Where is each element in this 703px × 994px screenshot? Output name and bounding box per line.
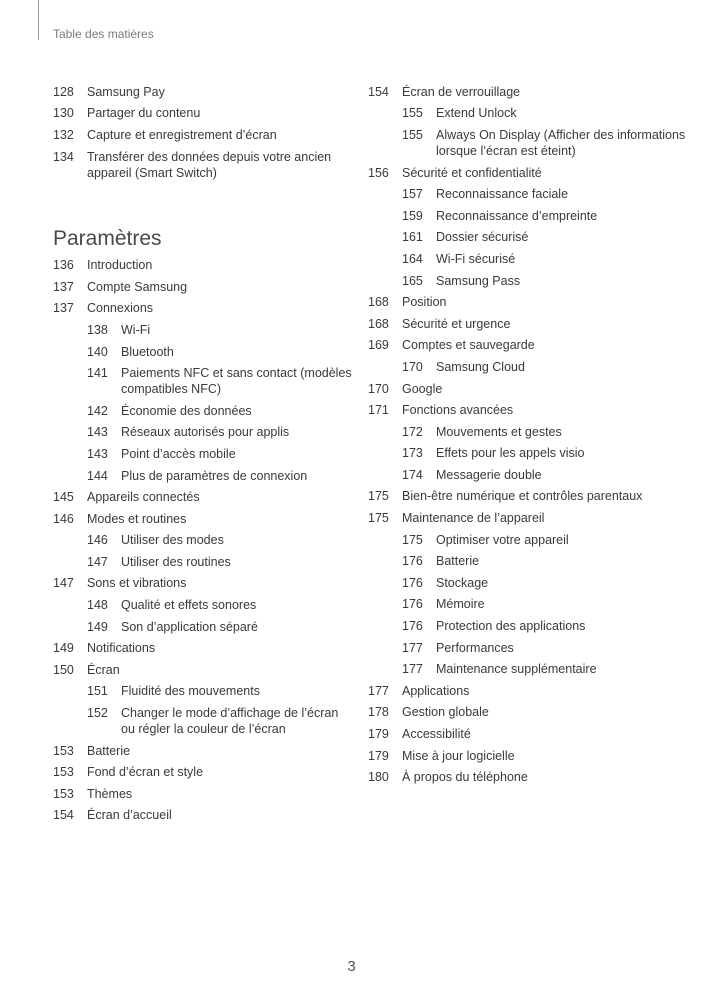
toc-entry-page: 175 xyxy=(368,489,389,504)
toc-right-column xyxy=(368,81,693,788)
toc-entry[interactable] xyxy=(53,146,353,184)
toc-entry[interactable] xyxy=(53,341,353,363)
toc-entry-title: Performances xyxy=(436,640,514,655)
toc-entry-page: 177 xyxy=(368,683,389,698)
toc-entry[interactable] xyxy=(368,205,693,227)
toc-entry[interactable] xyxy=(368,227,693,249)
toc-entry-title: Mémoire xyxy=(436,597,485,612)
toc-entry-title: Wi-Fi xyxy=(121,322,151,337)
toc-entry-page: 154 xyxy=(368,84,389,99)
toc-entry-page: 180 xyxy=(368,770,389,785)
toc-entry[interactable] xyxy=(53,422,353,444)
toc-entry[interactable] xyxy=(368,270,693,292)
toc-entry[interactable] xyxy=(53,298,353,320)
toc-entry-page: 168 xyxy=(368,295,389,310)
toc-entry-title: Maintenance supplémentaire xyxy=(436,662,597,677)
toc-entry-title: Batterie xyxy=(436,554,480,569)
toc-entry[interactable] xyxy=(368,183,693,205)
toc-entry[interactable] xyxy=(53,486,353,508)
toc-entry[interactable] xyxy=(53,573,353,595)
toc-entry[interactable] xyxy=(53,530,353,552)
toc-entry-page: 151 xyxy=(87,684,108,699)
toc-right-entries xyxy=(368,81,693,788)
toc-entry[interactable] xyxy=(368,529,693,551)
toc-entry-page: 157 xyxy=(402,187,423,202)
toc-entry[interactable] xyxy=(368,615,693,637)
toc-entry-page: 145 xyxy=(53,490,74,505)
toc-entry-title: Écran de verrouillage xyxy=(402,84,521,99)
toc-entry-title: Google xyxy=(402,381,443,396)
toc-entry-title: Wi-Fi sécurisé xyxy=(436,251,516,266)
toc-entry[interactable] xyxy=(53,400,353,422)
toc-entry-title: Samsung Pay xyxy=(87,84,165,99)
toc-entry-page: 141 xyxy=(87,366,108,381)
toc-entry-page: 144 xyxy=(87,468,108,483)
toc-entry[interactable] xyxy=(368,658,693,680)
toc-entry-page: 179 xyxy=(368,727,389,742)
toc-entry[interactable] xyxy=(368,766,693,788)
toc-entry-title: Sons et vibrations xyxy=(87,576,187,591)
toc-entry[interactable] xyxy=(368,356,693,378)
toc-entry[interactable] xyxy=(368,421,693,443)
toc-entry-page: 154 xyxy=(53,808,74,823)
toc-entry[interactable] xyxy=(53,551,353,573)
toc-entry[interactable] xyxy=(53,254,353,276)
toc-entry-page: 137 xyxy=(53,279,74,294)
toc-entry-page: 143 xyxy=(87,425,108,440)
toc-entry-title: Dossier sécurisé xyxy=(436,230,529,245)
toc-entry[interactable] xyxy=(53,616,353,638)
toc-entry[interactable] xyxy=(53,681,353,703)
toc-entry-page: 168 xyxy=(368,316,389,331)
toc-entry[interactable] xyxy=(53,637,353,659)
toc-entry[interactable] xyxy=(53,276,353,298)
toc-entry-page: 179 xyxy=(368,748,389,763)
toc-entry[interactable] xyxy=(368,723,693,745)
toc-entry[interactable] xyxy=(368,637,693,659)
toc-entry[interactable] xyxy=(53,362,353,400)
toc-entry-page: 171 xyxy=(368,403,389,418)
toc-entry[interactable] xyxy=(368,507,693,529)
toc-entry-page: 161 xyxy=(402,230,423,245)
toc-entry[interactable] xyxy=(53,508,353,530)
toc-entry-page: 177 xyxy=(402,640,423,655)
header-title: Table des matières xyxy=(53,27,154,41)
toc-entry-title: Fonctions avancées xyxy=(402,403,514,418)
toc-entry-title: Extend Unlock xyxy=(436,106,517,121)
toc-entry-title: Messagerie double xyxy=(436,467,542,482)
header-divider xyxy=(38,0,39,40)
toc-entry-title: Sécurité et urgence xyxy=(402,316,511,331)
toc-entry-title: Position xyxy=(402,295,447,310)
toc-entry[interactable] xyxy=(53,761,353,783)
toc-entry-page: 165 xyxy=(402,273,423,288)
toc-entry[interactable] xyxy=(368,291,693,313)
toc-entry-title: Optimiser votre appareil xyxy=(436,532,569,547)
toc-entry-page: 149 xyxy=(87,619,108,634)
toc-entry-page: 164 xyxy=(402,251,423,266)
toc-entry[interactable] xyxy=(53,319,353,341)
toc-entry-title: Sécurité et confidentialité xyxy=(402,165,542,180)
toc-entry-title: Always On Display (Afficher des informations lorsque l’écran est éteint) xyxy=(436,127,686,158)
toc-entry[interactable] xyxy=(53,81,353,103)
toc-entry-title: Paiements NFC et sans contact (modèles compatibles NFC) xyxy=(121,366,352,397)
toc-entry-page: 146 xyxy=(87,533,108,548)
toc-entry-title: Bien-être numérique et contrôles parentaux xyxy=(402,489,643,504)
toc-entry-page: 149 xyxy=(53,641,74,656)
toc-entry[interactable] xyxy=(53,443,353,465)
toc-top-entries xyxy=(53,81,353,183)
toc-entry[interactable] xyxy=(368,124,693,162)
toc-entry-title: Transférer des données depuis votre ancien appareil (Smart Switch) xyxy=(87,149,332,180)
toc-entry-page: 170 xyxy=(368,381,389,396)
toc-entry-title: Effets pour les appels visio xyxy=(436,446,585,461)
toc-entry[interactable] xyxy=(368,443,693,465)
toc-entry-title: Changer le mode d’affichage de l’écran ou régler la couleur de l’écran xyxy=(121,706,339,737)
toc-entry-page: 153 xyxy=(53,765,74,780)
toc-entry-page: 147 xyxy=(87,554,108,569)
toc-entry-title: Utiliser des routines xyxy=(121,554,231,569)
toc-entry-page: 137 xyxy=(53,301,74,316)
toc-entry-title: Notifications xyxy=(87,641,156,656)
toc-entry[interactable] xyxy=(368,550,693,572)
toc-entry[interactable] xyxy=(368,572,693,594)
toc-entry[interactable] xyxy=(53,783,353,805)
toc-entry-page: 128 xyxy=(53,84,74,99)
toc-entry-title: Son d’application séparé xyxy=(121,619,258,634)
toc-entry-title: Plus de paramètres de connexion xyxy=(121,468,308,483)
toc-entry-page: 147 xyxy=(53,576,74,591)
toc-entry[interactable] xyxy=(368,248,693,270)
page-number: 3 xyxy=(347,958,356,975)
toc-entry-title: Reconnaissance d’empreinte xyxy=(436,208,598,223)
toc-entry-page: 153 xyxy=(53,743,74,758)
toc-entry-page: 176 xyxy=(402,597,423,612)
toc-entry-page: 156 xyxy=(368,165,389,180)
toc-entry-page: 178 xyxy=(368,705,389,720)
toc-entry-title: Applications xyxy=(402,683,470,698)
toc-entry-page: 170 xyxy=(402,359,423,374)
toc-entry[interactable] xyxy=(368,486,693,508)
toc-entry[interactable] xyxy=(53,465,353,487)
toc-entry-title: Gestion globale xyxy=(402,705,489,720)
toc-entry[interactable] xyxy=(368,103,693,125)
toc-entry-page: 155 xyxy=(402,106,423,121)
toc-entry-title: Mise à jour logicielle xyxy=(402,748,515,763)
toc-entry-page: 142 xyxy=(87,403,108,418)
toc-entry-title: Batterie xyxy=(87,743,131,758)
toc-entry[interactable] xyxy=(368,680,693,702)
toc-entry-page: 176 xyxy=(402,575,423,590)
toc-entry[interactable] xyxy=(53,659,353,681)
toc-entry-page: 150 xyxy=(53,662,74,677)
toc-entry[interactable] xyxy=(368,594,693,616)
toc-entry-title: Point d’accès mobile xyxy=(121,446,236,461)
toc-entry-page: 159 xyxy=(402,208,423,223)
toc-entry-page: 176 xyxy=(402,619,423,634)
toc-entry-title: Reconnaissance faciale xyxy=(436,187,569,202)
toc-entry[interactable] xyxy=(368,702,693,724)
toc-entry[interactable] xyxy=(53,103,353,125)
toc-entry-page: 130 xyxy=(53,106,74,121)
toc-entry-title: Économie des données xyxy=(121,403,252,418)
toc-entry-title: Samsung Cloud xyxy=(436,359,525,374)
toc-entry[interactable] xyxy=(368,745,693,767)
toc-entry-title: Protection des applications xyxy=(436,619,586,634)
toc-entry-title: Introduction xyxy=(87,258,153,273)
toc-entry-page: 146 xyxy=(53,511,74,526)
toc-entry-title: Comptes et sauvegarde xyxy=(402,338,535,353)
toc-entry-title: Accessibilité xyxy=(402,727,471,742)
toc-entry-title: Stockage xyxy=(436,575,489,590)
section-title-parametres: Paramètres xyxy=(53,227,162,251)
toc-entry-page: 174 xyxy=(402,467,423,482)
toc-entry[interactable] xyxy=(53,594,353,616)
toc-entry-title: Connexions xyxy=(87,301,154,316)
toc-entry-page: 134 xyxy=(53,149,74,164)
toc-entry-title: Appareils connectés xyxy=(87,490,200,505)
toc-entry-title: Compte Samsung xyxy=(87,279,188,294)
toc-entry-title: Réseaux autorisés pour applis xyxy=(121,425,290,440)
toc-entry-page: 132 xyxy=(53,127,74,142)
toc-entry[interactable] xyxy=(53,740,353,762)
toc-entry-title: Partager du contenu xyxy=(87,106,201,121)
toc-entry-title: Utiliser des modes xyxy=(121,533,224,548)
toc-entry-page: 153 xyxy=(53,786,74,801)
toc-entry-page: 155 xyxy=(402,127,423,142)
toc-entry-title: Capture et enregistrement d’écran xyxy=(87,127,277,142)
toc-left-column xyxy=(53,81,353,826)
toc-entry-title: À propos du téléphone xyxy=(402,770,528,785)
toc-entry-title: Bluetooth xyxy=(121,344,174,359)
toc-entry-page: 143 xyxy=(87,446,108,461)
toc-entry-title: Fluidité des mouvements xyxy=(121,684,260,699)
toc-entry-title: Mouvements et gestes xyxy=(436,424,562,439)
toc-entry-title: Modes et routines xyxy=(87,511,187,526)
toc-entry-page: 136 xyxy=(53,258,74,273)
toc-entry-page: 140 xyxy=(87,344,108,359)
toc-entry[interactable] xyxy=(368,313,693,335)
toc-entry-page: 173 xyxy=(402,446,423,461)
toc-entry-page: 138 xyxy=(87,322,108,337)
toc-entry[interactable] xyxy=(368,162,693,184)
toc-entry[interactable] xyxy=(368,81,693,103)
toc-entry[interactable] xyxy=(53,702,353,740)
toc-entry-page: 177 xyxy=(402,662,423,677)
toc-entry[interactable] xyxy=(368,399,693,421)
toc-entry-title: Maintenance de l’appareil xyxy=(402,511,545,526)
toc-entry-page: 176 xyxy=(402,554,423,569)
toc-section-entries xyxy=(53,254,353,826)
toc-entry-page: 169 xyxy=(368,338,389,353)
toc-entry-title: Écran xyxy=(87,662,120,677)
toc-entry-title: Écran d’accueil xyxy=(87,808,172,823)
toc-entry-page: 175 xyxy=(402,532,423,547)
toc-entry-title: Thèmes xyxy=(87,786,133,801)
toc-entry-title: Qualité et effets sonores xyxy=(121,598,257,613)
toc-entry[interactable] xyxy=(368,378,693,400)
toc-entry-title: Fond d’écran et style xyxy=(87,765,204,780)
toc-entry[interactable] xyxy=(53,124,353,146)
toc-entry[interactable] xyxy=(53,805,353,827)
toc-entry-page: 175 xyxy=(368,511,389,526)
toc-entry-page: 172 xyxy=(402,424,423,439)
toc-entry-title: Samsung Pass xyxy=(436,273,521,288)
toc-entry-page: 148 xyxy=(87,598,108,613)
toc-entry[interactable] xyxy=(368,464,693,486)
toc-entry[interactable] xyxy=(368,335,693,357)
toc-entry-page: 152 xyxy=(87,706,108,721)
